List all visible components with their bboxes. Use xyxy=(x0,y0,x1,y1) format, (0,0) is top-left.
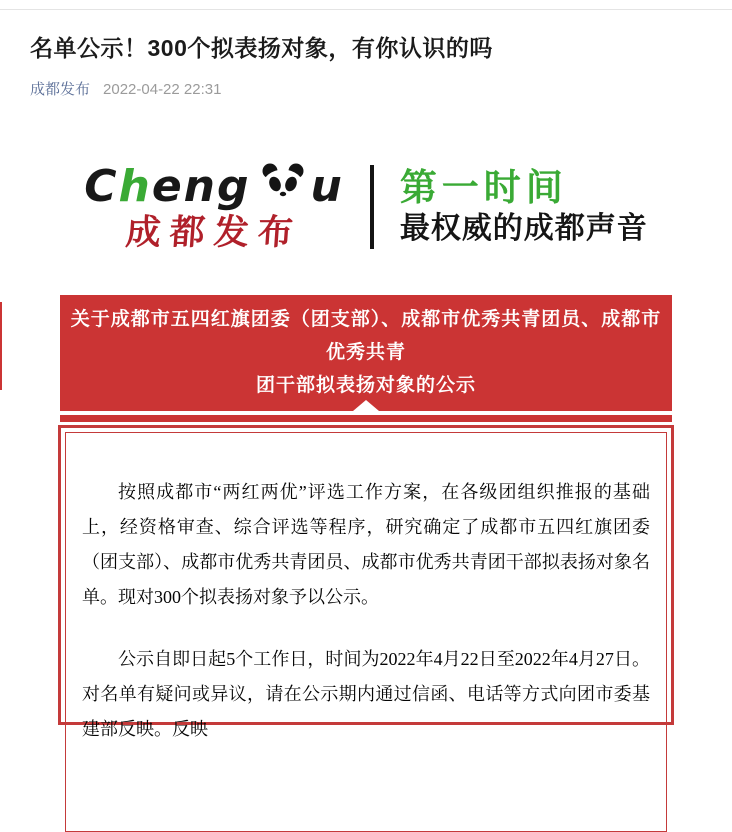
banner-bottom-notch xyxy=(353,400,379,411)
notice-outer-frame xyxy=(58,425,674,739)
left-edge-red-sliver xyxy=(0,302,2,390)
notice-paragraph-2: 公示自即日起5个工作日，时间为2022年4月22日至2022年4月27日。对名单有疑问或异议，请在公示期内通过信函、电话等方式向团市委基建部反映。反映 xyxy=(82,649,650,739)
logo-letter-h-bamboo: h xyxy=(118,161,152,212)
tagline-authoritative-voice: 最权威的成都声音 xyxy=(399,211,648,245)
announcement-banner xyxy=(60,295,672,411)
chengdu-fabu-logo xyxy=(30,151,702,263)
tagline-first-time: 第一时间 xyxy=(399,167,568,209)
logo-vertical-divider xyxy=(370,165,374,249)
panda-icon xyxy=(260,163,306,205)
logo-wordmark xyxy=(84,161,344,253)
source-account-link[interactable]: 成都发布 xyxy=(30,81,91,98)
top-divider xyxy=(0,9,732,10)
red-rule xyxy=(60,415,672,422)
logo-english-wordmark xyxy=(84,161,344,213)
banner-title-line-1: 关于成都市五四红旗团委（团支部）、成都市优秀共青团员、成都市优秀共青 xyxy=(70,309,662,363)
publish-timestamp: 2022-04-22 22:31 xyxy=(103,81,222,98)
logo-taglines xyxy=(400,169,648,246)
logo-letter-u: u xyxy=(310,161,344,212)
notice-paragraph-1: 按照成都市“两红两优”评选工作方案，在各级团组织推报的基础上，经资格审查、综合评选等程序，研究确定了成都市五四红旗团委（团支部）、成都市优秀共青团员、成都市优秀共青团干部拟表扬对象名单。现对300个拟表扬对象予以公示。 xyxy=(82,482,650,607)
logo-chinese-calligraphy: 成都发布 xyxy=(124,213,304,252)
logo-letters-eng: eng xyxy=(151,161,251,212)
banner-title-line-2: 团干部拟表扬对象的公示 xyxy=(255,375,476,396)
article-meta xyxy=(30,78,702,99)
page-title: 名单公示！300个拟表扬对象，有你认识的吗 xyxy=(30,35,493,61)
notice-inner-frame xyxy=(65,432,667,832)
logo-letter-c: C xyxy=(84,161,119,212)
